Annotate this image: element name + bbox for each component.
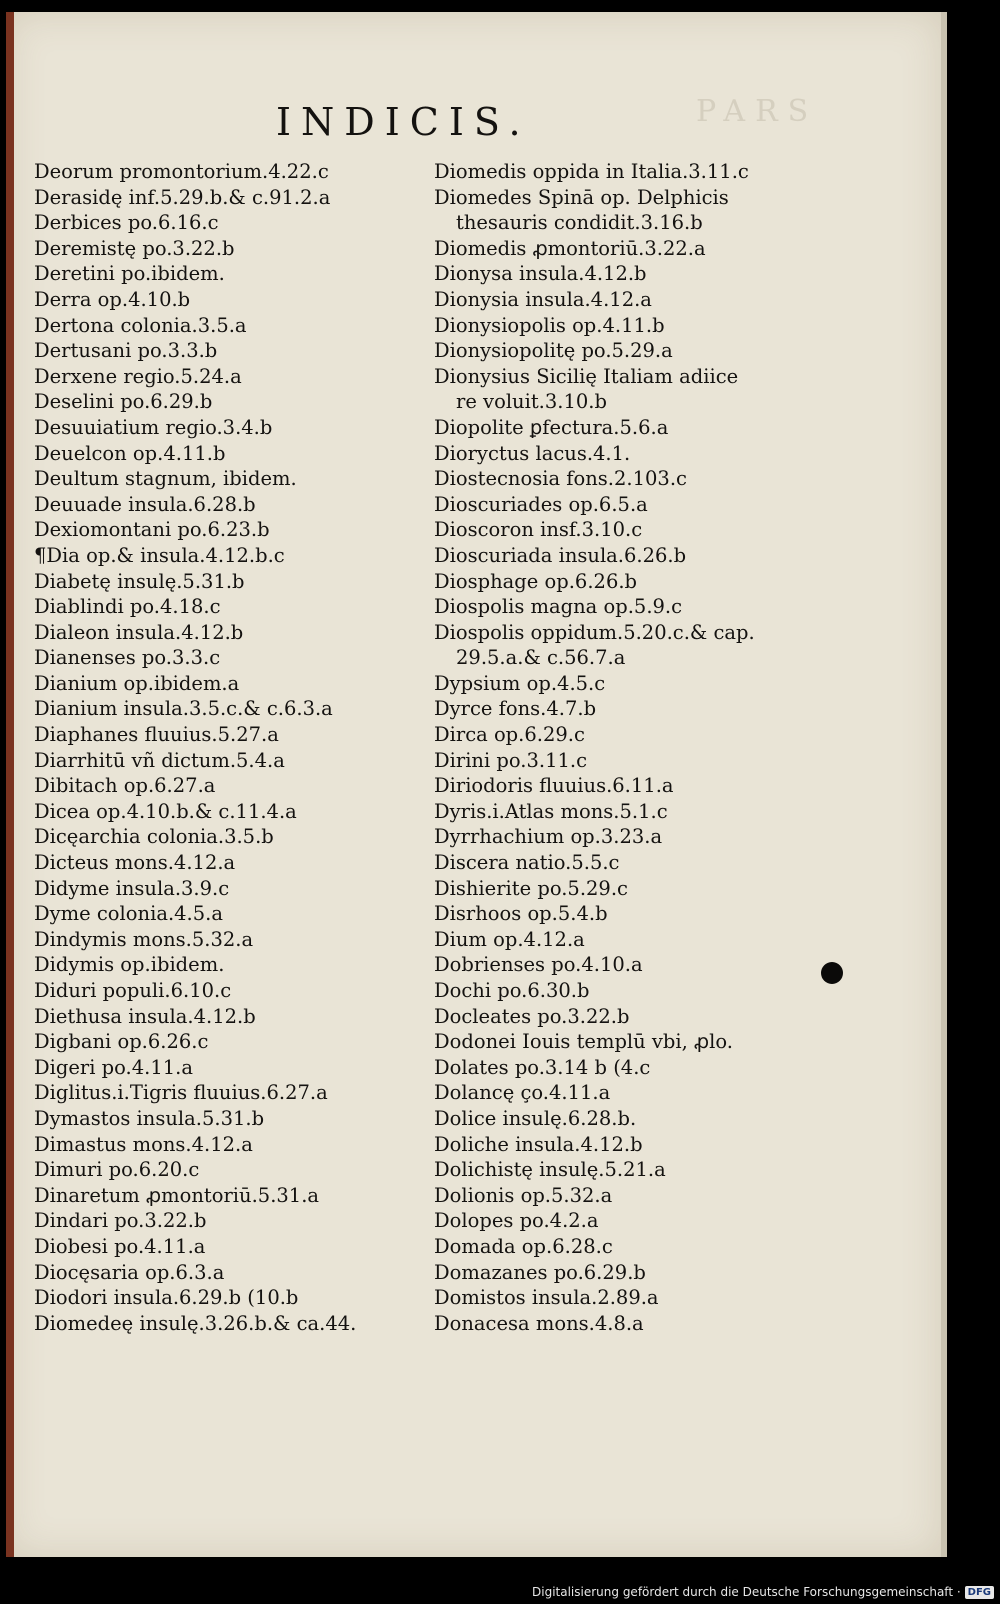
index-entry: Derbices po.6.16.c (34, 211, 219, 235)
index-entry: Diopolite ꝑfectura.5.6.a (434, 415, 669, 439)
index-entry: Dinaretum ꝓmontoriū.5.31.a (34, 1183, 320, 1207)
index-entry: Dolichistę insulę.5.21.a (434, 1158, 666, 1182)
index-entry: Dolice insulę.6.28.b. (434, 1106, 637, 1130)
index-entry: Dionysia insula.4.12.a (434, 287, 652, 311)
dfg-logo-icon: DFG (965, 1586, 994, 1599)
index-entry: Diobesi po.4.11.a (34, 1234, 206, 1258)
index-entry: Donacesa mons.4.8.a (434, 1311, 644, 1335)
index-entry: Diostecnosia fons.2.103.c (434, 467, 687, 491)
index-entry: Diglitus.i.Tigris fluuius.6.27.a (34, 1081, 328, 1105)
index-entry: Dium op.4.12.a (434, 927, 585, 951)
index-entry: Dirca op.6.29.c (434, 723, 585, 747)
index-entry: Dyris.i.Atlas mons.5.1.c (434, 799, 668, 823)
index-entry: Dimastus mons.4.12.a (34, 1132, 253, 1156)
index-entry: Digbani op.6.26.c (34, 1030, 209, 1054)
index-entry: Dionysius Sicilię Italiam adiice (434, 364, 739, 388)
index-entry: Diduri populi.6.10.c (34, 979, 232, 1002)
index-entry: Dishierite po.5.29.c (434, 876, 628, 900)
index-entry: Domazanes po.6.29.b (434, 1260, 646, 1284)
index-entry: Discera natio.5.5.c (434, 851, 620, 875)
index-entry: Dirini po.3.11.c (434, 748, 588, 772)
index-entry: Dobrienses po.4.10.a (434, 953, 643, 977)
index-entry: Dionysiopolis op.4.11.b (434, 313, 665, 337)
index-entry: Doliche insula.4.12.b (434, 1132, 643, 1156)
index-entry: Dianium insula.3.5.c.& c.6.3.a (34, 697, 333, 721)
index-entry: Deorum promontorium.4.22.c (34, 160, 329, 183)
index-entry: Dimuri po.6.20.c (34, 1158, 200, 1182)
index-entry: Deremistę po.3.22.b (34, 236, 235, 260)
digitization-footer (532, 1585, 994, 1599)
index-entry: Derasidę inf.5.29.b.& c.91.2.a (34, 185, 331, 209)
index-entry: Diethusa insula.4.12.b (34, 1004, 256, 1028)
index-entry: Diodori insula.6.29.b (10.b (34, 1286, 299, 1310)
show-through-text: PARS (696, 94, 819, 129)
index-entry: Derxene regio.5.24.a (34, 364, 242, 388)
index-entry: Dyrce fons.4.7.b (434, 697, 597, 721)
index-entry: Dertona colonia.3.5.a (34, 313, 247, 337)
index-entry: Dyme colonia.4.5.a (34, 902, 223, 926)
index-entry: Diomedis oppida in Italia.3.11.c (434, 160, 749, 183)
index-entry: Dertusani po.3.3.b (34, 339, 218, 363)
index-entry: Diomedes Spinā op. Delphicis (434, 185, 729, 209)
index-entry: Dicea op.4.10.b.& c.11.4.a (34, 799, 297, 823)
index-entry: Dindari po.3.22.b (34, 1209, 207, 1233)
index-entry: Disrhoos op.5.4.b (434, 902, 608, 926)
index-entry: Diarrhitū vñ dictum.5.4.a (34, 748, 285, 772)
index-entry: Domada op.6.28.c (434, 1234, 613, 1258)
index-entry: Didymis op.ibidem. (34, 953, 225, 977)
index-entry: Dyrrhachium op.3.23.a (434, 825, 663, 849)
index-entry: Digeri po.4.11.a (34, 1055, 193, 1079)
index-entry: Derra op.4.10.b (34, 287, 191, 311)
index-entry: Dionysa insula.4.12.b (434, 262, 647, 286)
index-entry-continuation: 29.5.a.& c.56.7.a (456, 646, 626, 670)
index-entry: Dindymis mons.5.32.a (34, 927, 254, 951)
index-entry: Deuelcon op.4.11.b (34, 441, 226, 465)
index-entry: Dioscuriada insula.6.26.b (434, 543, 687, 567)
book-page (6, 12, 947, 1557)
ink-dot-mark (821, 962, 843, 984)
index-entry: Deultum stagnum, ibidem. (34, 467, 297, 491)
index-entry: Dolancę ço.4.11.a (434, 1081, 611, 1105)
index-entry: Deretini po.ibidem. (34, 262, 225, 286)
index-entry: Dioscoron insf.3.10.c (434, 518, 643, 542)
index-entry: Diaphanes fluuius.5.27.a (34, 723, 279, 747)
index-entry: Dexiomontani po.6.23.b (34, 518, 270, 542)
page-binding-edge (6, 12, 14, 1557)
index-column-left (34, 159, 434, 1336)
index-entry: Diosphage op.6.26.b (434, 569, 638, 593)
index-entry: Diospolis oppidum.5.20.c.& cap. (434, 620, 755, 644)
index-entry: Diospolis magna op.5.9.c (434, 595, 683, 619)
index-column-right (434, 159, 844, 1336)
index-entry: Dianium op.ibidem.a (34, 671, 240, 695)
index-entry: Diocęsaria op.6.3.a (34, 1260, 225, 1284)
index-entry: Dolopes po.4.2.a (434, 1209, 599, 1233)
index-entry: Dolates po.3.14 b (4.c (434, 1055, 651, 1079)
index-entry: Dolionis op.5.32.a (434, 1183, 613, 1207)
index-entry: Dicteus mons.4.12.a (34, 851, 236, 875)
index-entry: Dochi po.6.30.b (434, 979, 590, 1002)
index-entry: Diomedeę insulę.3.26.b.& ca.44. (34, 1311, 357, 1335)
index-entry: Docleates po.3.22.b (434, 1004, 630, 1028)
index-entry: Deselini po.6.29.b (34, 390, 213, 414)
index-entry: Diablindi po.4.18.c (34, 595, 221, 619)
index-entry: Dymastos insula.5.31.b (34, 1106, 265, 1130)
index-entry: Dodonei Iouis templū vbi, ꝓlo. (434, 1030, 733, 1054)
index-entry: Dioscuriades op.6.5.a (434, 492, 648, 516)
page-header: INDICIS. (276, 100, 531, 144)
index-entry: Dialeon insula.4.12.b (34, 620, 244, 644)
footer-credit-text: Digitalisierung gefördert durch die Deutsche Forschungsgemeinschaft · (532, 1585, 961, 1599)
index-entry: Dianenses po.3.3.c (34, 646, 221, 670)
index-entry: Dionysiopolitę po.5.29.a (434, 339, 673, 363)
index-entry: Diomedis ꝓmontoriū.3.22.a (434, 236, 706, 260)
index-entry-continuation: re voluit.3.10.b (456, 390, 607, 414)
index-entry: Diriodoris fluuius.6.11.a (434, 774, 674, 798)
index-entry: Dypsium op.4.5.c (434, 671, 606, 695)
index-entry: Desuuiatium regio.3.4.b (34, 415, 273, 439)
index-entry: Dibitach op.6.27.a (34, 774, 216, 798)
index-entry: Dioryctus lacus.4.1. (434, 441, 631, 465)
index-entry: Domistos insula.2.89.a (434, 1286, 659, 1310)
index-entry-continuation: thesauris condidit.3.16.b (456, 211, 703, 235)
index-entry: ¶Dia op.& insula.4.12.b.c (34, 543, 285, 567)
scan-bottom-edge (0, 1557, 1000, 1577)
index-entry: Didyme insula.3.9.c (34, 876, 230, 900)
index-entry: Dicęarchia colonia.3.5.b (34, 825, 274, 849)
index-entry: Diabetę insulę.5.31.b (34, 569, 245, 593)
index-entry: Deuuade insula.6.28.b (34, 492, 256, 516)
